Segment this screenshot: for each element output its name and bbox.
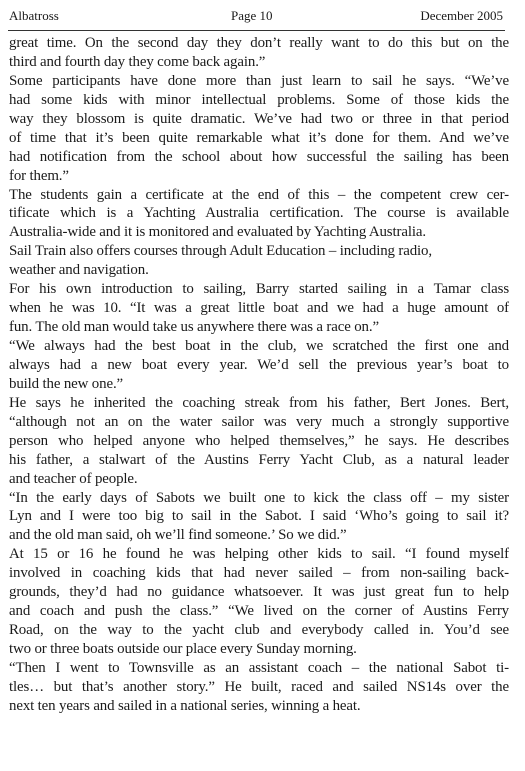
text-line: Some participants have done more than just learn to sail he says. “We’ve (9, 72, 509, 89)
text-line: and coach and push the class.” “We lived on the corner of Austins Ferry (9, 603, 509, 620)
text-line: grounds, they’d had no guidance whatsoever. It was just great fun to help (9, 584, 509, 601)
article-body (9, 34, 509, 716)
text-line: weather and navigation. (9, 262, 149, 279)
text-line: and teacher of people. (9, 470, 138, 487)
issue-date: December 2005 (420, 8, 503, 23)
text-line: “Then I went to Townsville as an assistant coach – the national Sabot ti- (9, 659, 509, 676)
text-line: person who helped anyone who helped themselves,” he says. He describes (9, 432, 509, 449)
text-line: had notification from the school about how successful the sailing has been (9, 148, 509, 165)
text-line: great time. On the second day they don’t really want to do this but on the (9, 35, 509, 51)
page-number: Page 10 (231, 8, 273, 23)
text-line: third and fourth day they come back again.” (9, 53, 266, 70)
text-line: had some kids with minor intellectual problems. Some of those kids the (9, 91, 509, 108)
text-line: The students gain a certificate at the end of this – the competent crew cer- (9, 186, 509, 203)
text-line: At 15 or 16 he found he was helping other kids to sail. “I found myself (9, 546, 509, 563)
text-line: for them.” (9, 167, 69, 184)
text-line: For his own introduction to sailing, Barry started sailing in a Tamar class (9, 281, 509, 298)
page-header (9, 6, 503, 26)
header-rule (8, 30, 505, 31)
text-line: and the old man said, oh we’ll find someone.’ So we did.” (9, 527, 347, 544)
text-line: of time that it’s been quite remarkable what it’s done for them. And we’ve (9, 129, 509, 146)
text-line: Sail Train also offers courses through Adult Education – including radio, (9, 243, 432, 260)
text-line: next ten years and sailed in a national series, winning a heat. (9, 697, 361, 714)
text-line: “In the early days of Sabots we built one to kick the class off – my sister (9, 489, 509, 506)
text-line: build the new one.” (9, 375, 124, 392)
text-line: “We always had the best boat in the club, we scratched the first one and (9, 338, 509, 354)
text-line: his father, a stalwart of the Austins Ferry Yacht Club, as a natural leader (9, 451, 509, 468)
text-line: when he was 10. “It was a great little boat and we had a huge amount of (9, 300, 509, 317)
text-line: fun. The old man would take us anywhere there was a race on.” (9, 319, 379, 336)
text-line: Road, on the way to the yacht club and everybody called in. You’d see (9, 622, 509, 639)
text-line: tles… but that’s another story.” He built, raced and sailed NS14s over the (9, 678, 509, 695)
text-line: “although not an on the water sailor was very much a strongly supportive (9, 413, 509, 430)
text-line: tificate which is a Yachting Australia certification. The course is available (9, 205, 509, 222)
text-line: way they blossom is quite dramatic. We’ve had two or three in that period (9, 110, 509, 127)
text-line: Australia-wide and it is monitored and evaluated by Yachting Australia. (9, 224, 426, 241)
text-line: Lyn and I were too big to sail in the Sabot. I said ‘Who’s going to sail it? (9, 508, 509, 525)
text-line: He says he inherited the coaching streak from his father, Bert Jones. Bert, (9, 394, 509, 411)
text-line: always had a new boat every year. We’d sell the previous year’s boat to (9, 356, 509, 373)
text-line: involved in coaching kids that had never sailed – from non-sailing back- (9, 565, 509, 582)
publication-name: Albatross (9, 8, 59, 23)
text-line: two or three boats outside our place every Sunday morning. (9, 641, 357, 657)
